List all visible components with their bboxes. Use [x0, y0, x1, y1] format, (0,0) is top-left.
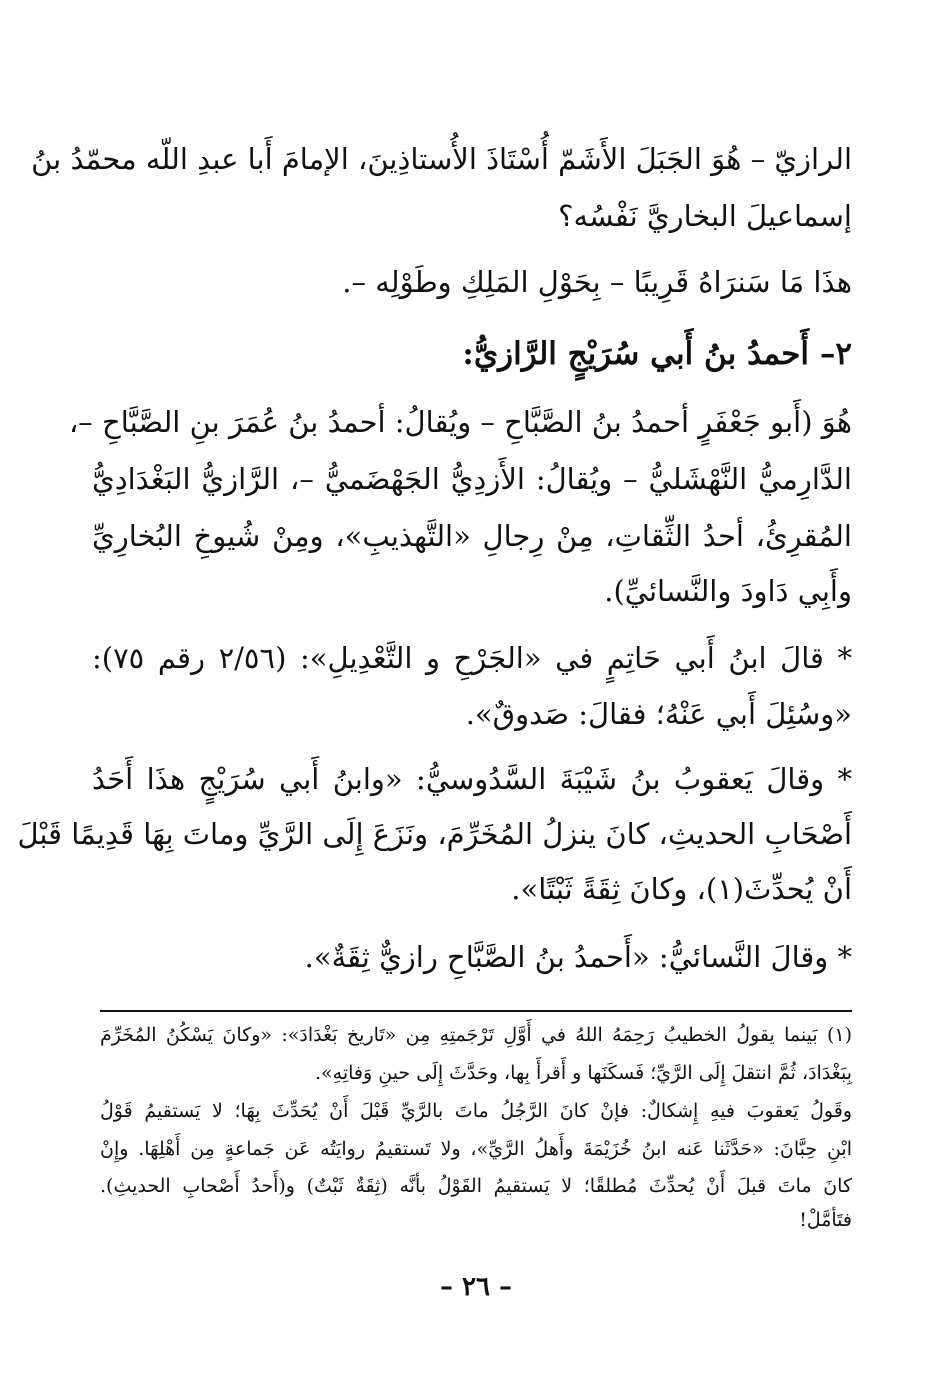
quote-line: أَصْحَابِ الحديثِ، كانَ ينزلُ المُخَرِّمَ، ونَزَعَ إِلَى الرَّيِّ وماتَ بِهَا قَدِيمًا قَبْلَ	[17, 817, 852, 851]
body-line: هذَا مَا سَنرَاهُ قَرِيبًا – بِحَوْلِ المَلِكِ وطَوْلِه –.	[342, 265, 852, 299]
footnote-line: كانَ ماتَ قبلَ أَنْ يُحدِّثَ مُطلقًا؛ لا يَستقيمُ القَوْلُ بأنَّه (ثِقَةٌ ثَبْتٌ) و(أَحدُ أَصْحابِ الحديثِ).	[100, 1175, 852, 1197]
page-number: – ٢٦ –	[439, 1272, 513, 1302]
footnote-separator	[100, 1010, 852, 1012]
footnote-line: وقَولُ يَعقوبَ فيهِ إِشكالٌ: فإنْ كانَ الرَّجُلُ ماتَ بالرَّيِّ قَبْلَ أَنْ يُحَدِّثَ بِهَا؛ لا يَستقيمُ قَوْلُ	[100, 1100, 852, 1122]
section-heading: ٢– أَحمدُ بنُ أَبي سُرَيْجٍ الرَّازيُّ:	[462, 336, 852, 372]
footnote-line: فتَأمَّلْ!	[799, 1209, 852, 1231]
quote-line: * وقالَ يَعقوبُ بنُ شَيْبَةَ السَّدُوسيُّ: «وابنُ أَبي سُرَيْجٍ هذَا أَحَدُ	[92, 762, 852, 796]
quote-line: * وقالَ النَّسائيُّ: «أَحمدُ بنُ الصَّبَّاحِ رازيٌّ ثِقَةٌ».	[304, 940, 852, 974]
body-line: الرازيّ – هُوَ الجَبَلَ الأَشَمّ أُسْتَاذَ الأُستاذِينَ، الإمامَ أَبا عبدِ اللّه محمّدُ بنُ	[31, 142, 852, 176]
footnote-line: (١) بَينما يقولُ الخطيبُ رَحِمَهُ اللهُ في أَوَّلِ تَرْجَمتِهِ مِن «تَاريخ بَغْدَادَ»: «وكانَ يَسْكُنُ المُخَرِّمَ	[100, 1024, 852, 1046]
paragraph-line: الدَّارِميُّ النَّهْشَليُّ – ويُقالُ: الأَزدِيُّ الجَهْضَميُّ –، الرَّازيُّ البَغْدَادِيُّ	[92, 462, 852, 496]
footnote-line: بِبَغْدَادَ، ثُمَّ انتقلَ إِلَى الرَّيِّ؛ فَسكَنَها و أَقرأَ بِها، وحَدَّثَ إِلَى حينِ وَفاتِهِ».	[315, 1062, 852, 1084]
paragraph-line: هُوَ (أَبو جَعْفَرٍ أحمدُ بنُ الصَّبَّاحِ – ويُقالُ: أحمدُ بنُ عُمَرَ بنِ الصَّبَّاحِ –،	[68, 405, 852, 439]
paragraph-line: المُقرِئُ، أحدُ الثِّقاتِ، مِنْ رِجالِ «التَّهذيبِ»، ومِنْ شُيوخِ البُخارِيِّ	[92, 519, 852, 553]
quote-line: * قالَ ابنُ أَبي حَاتِمٍ في «الجَرْحِ و التَّعْدِيلِ»: (٢/٥٦ رقم ٧٥):	[92, 641, 852, 675]
quote-line: «وسُئِلَ أَبي عَنْهُ؛ فقالَ: صَدوقٌ».	[465, 697, 852, 731]
body-line: إسماعيلَ البخاريَّ نَفْسُه؟	[558, 199, 852, 233]
quote-line: أَنْ يُحدِّثَ(١)، وكانَ ثِقَةً ثَبْتًا».	[511, 872, 852, 906]
paragraph-line: وأَبِي دَاودَ والنَّسائيِّ).	[604, 574, 852, 608]
footnote-line: ابْنِ حِبَّانَ: «حَدَّثَنا عَنه ابنُ خُزَيْمَةَ وأَهلُ الرَّيِّ»، ولا تَستقيمُ روايَتُه عَن جَماعةٍ مِن أَهْلِهَا. وإِنْ	[100, 1138, 852, 1160]
